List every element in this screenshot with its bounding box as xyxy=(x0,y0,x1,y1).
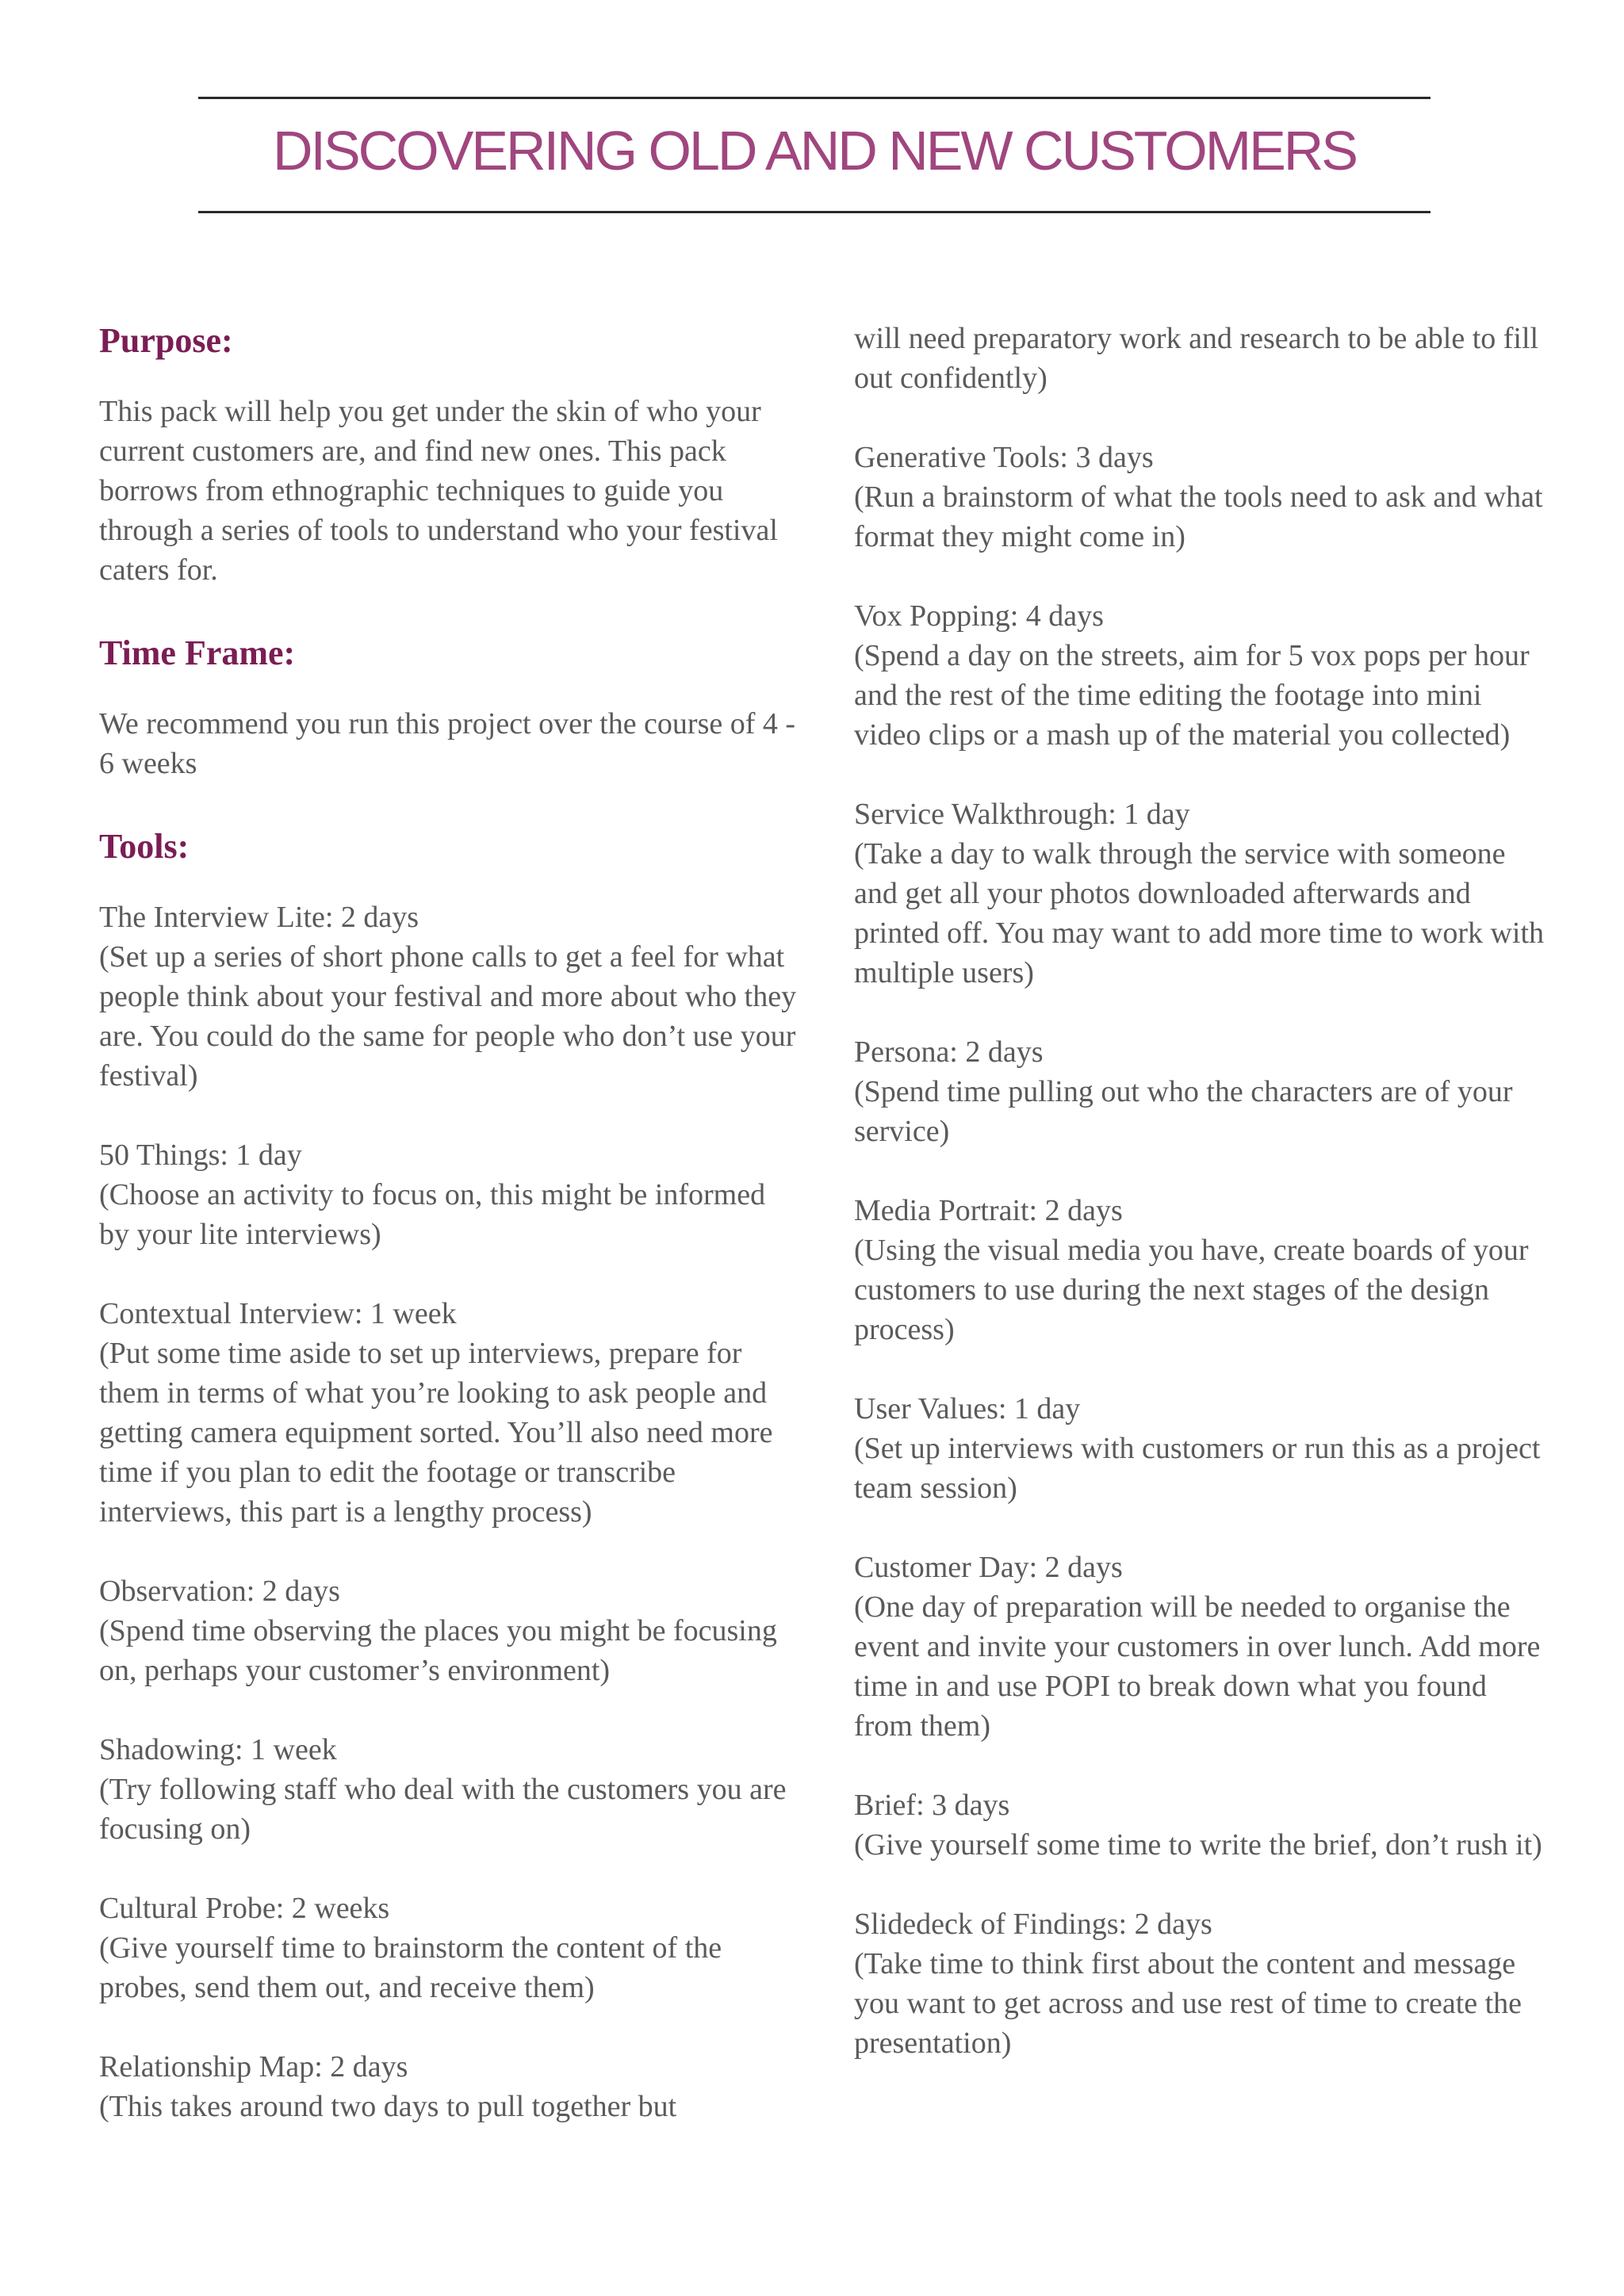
tool-item xyxy=(854,1389,1552,1508)
tool-name: The Interview Lite: 2 days xyxy=(99,901,419,934)
tool-description: (Take time to think first about the content and message you want to get across and use rest of time to create the presentation) xyxy=(854,1947,1522,2060)
tool-item xyxy=(99,2047,797,2126)
tool-item xyxy=(854,596,1552,755)
timeframe-text: We recommend you run this project over the course of 4 - 6 weeks xyxy=(99,707,796,780)
tool-description-continued: will need preparatory work and research to be able to fill out confidently) xyxy=(854,322,1539,395)
tool-name: User Values: 1 day xyxy=(854,1392,1081,1425)
tool-item xyxy=(99,1730,797,1849)
tool-name: Shadowing: 1 week xyxy=(99,1733,337,1766)
tool-description: (Try following staff who deal with the customers you are focusing on) xyxy=(99,1773,787,1846)
tool-description: (Set up interviews with customers or run this as a project team session) xyxy=(854,1432,1541,1505)
tool-item xyxy=(854,1191,1552,1349)
tool-description: (Spend a day on the streets, aim for 5 vox pops per hour and the rest of the time editing the footage into mini video clips or a mash up of the material you collected) xyxy=(854,639,1530,752)
tool-description: (Spend time observing the places you might be focusing on, perhaps your customer’s environment) xyxy=(99,1614,777,1687)
tool-name: Brief: 3 days xyxy=(854,1789,1010,1822)
tool-description: (One day of preparation will be needed to organise the event and invite your customers in over lunch. Add more time in and use POPI to break down what you found from them) xyxy=(854,1590,1541,1743)
left-column xyxy=(99,317,797,2126)
tool-item xyxy=(854,1548,1552,1746)
tool-item xyxy=(99,897,797,1096)
tool-name: Customer Day: 2 days xyxy=(854,1551,1123,1584)
tool-item xyxy=(99,1888,797,2007)
tool-item xyxy=(854,1904,1552,2063)
tool-name: Service Walkthrough: 1 day xyxy=(854,798,1190,831)
tool-description: (This takes around two days to pull together but xyxy=(99,2090,677,2123)
tool-name: Contextual Interview: 1 week xyxy=(99,1297,457,1330)
tool-item xyxy=(99,1571,797,1690)
tool-description: (Take a day to walk through the service with someone and get all your photos downloaded afterwards and printed off. You may want to add more time to work with multiple users) xyxy=(854,837,1545,989)
tool-description: (Using the visual media you have, create boards of your customers to use during the next stages of the design process) xyxy=(854,1234,1529,1346)
tool-description: (Run a brainstorm of what the tools need to ask and what format they might come in) xyxy=(854,480,1543,553)
title-rule-top xyxy=(198,97,1431,99)
tool-name: Persona: 2 days xyxy=(854,1035,1044,1069)
timeframe-heading: Time Frame: xyxy=(99,633,296,672)
tools-heading: Tools: xyxy=(99,827,190,866)
tool-name: Vox Popping: 4 days xyxy=(854,599,1104,633)
tool-item xyxy=(854,1032,1552,1151)
tool-name: Media Portrait: 2 days xyxy=(854,1194,1123,1227)
tool-description: (Set up a series of short phone calls to get a feel for what people think about your festival and more about who they are. You could do the same for people who don’t use your festival) xyxy=(99,940,797,1093)
tool-description: (Put some time aside to set up interviews, prepare for them in terms of what you’re looking to ask people and getting camera equipment sorted. You’ll also need more time if you plan to edit the footage or transcribe interviews, this part is a lengthy process) xyxy=(99,1337,773,1529)
tool-name: Generative Tools: 3 days xyxy=(854,441,1154,474)
tool-name: Slidedeck of Findings: 2 days xyxy=(854,1908,1212,1941)
purpose-text: This pack will help you get under the skin of who your current customers are, and find new ones. This pack borrows from ethnographic techniques to guide you through a series of tools to understand who your festival caters for. xyxy=(99,395,778,587)
tool-item xyxy=(99,1294,797,1532)
purpose-heading: Purpose: xyxy=(99,321,233,360)
right-column xyxy=(854,319,1552,2063)
tool-item xyxy=(854,438,1552,557)
tool-description: (Give yourself some time to write the brief, don’t rush it) xyxy=(854,1828,1542,1862)
title-rule-bottom xyxy=(198,211,1431,213)
page-title: DISCOVERING OLD AND NEW CUSTOMERS xyxy=(272,120,1356,182)
tool-item xyxy=(854,794,1552,993)
tool-description: (Give yourself time to brainstorm the content of the probes, send them out, and receive them) xyxy=(99,1931,722,2004)
tool-description: (Spend time pulling out who the characters are of your service) xyxy=(854,1075,1513,1148)
tool-name: Relationship Map: 2 days xyxy=(99,2050,408,2084)
tool-description: (Choose an activity to focus on, this might be informed by your lite interviews) xyxy=(99,1178,766,1251)
tool-name: Observation: 2 days xyxy=(99,1575,340,1608)
tool-name: Cultural Probe: 2 weeks xyxy=(99,1892,390,1925)
tool-name: 50 Things: 1 day xyxy=(99,1138,302,1172)
tool-item xyxy=(99,1135,797,1254)
tool-item xyxy=(854,1785,1552,1865)
